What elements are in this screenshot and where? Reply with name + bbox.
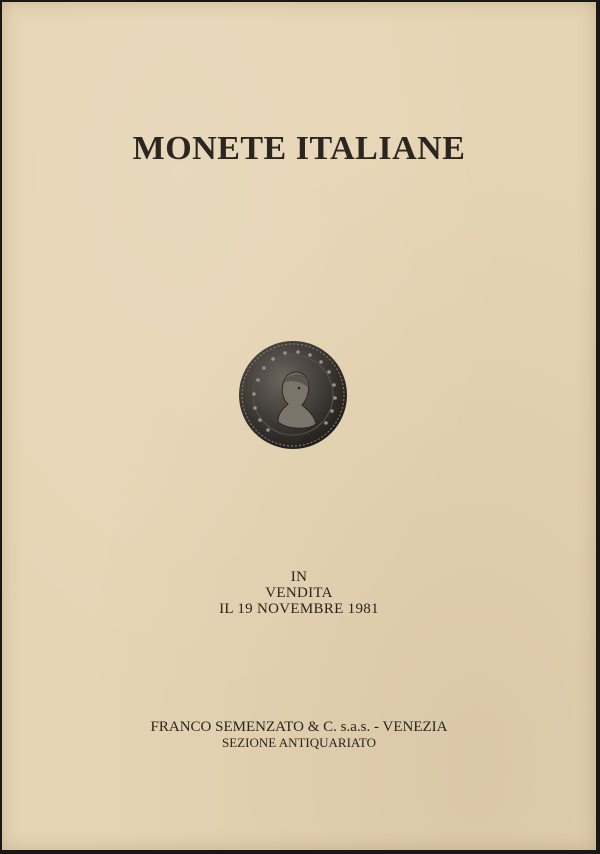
publisher-name: FRANCO SEMENZATO & C. s.a.s. - VENEZIA: [150, 719, 448, 735]
cover-title: MONETE ITALIANE: [132, 130, 466, 167]
sale-info: [2, 569, 596, 617]
sale-date: IL 19 NOVEMBRE 1981: [219, 601, 379, 617]
sale-line-vendita: VENDITA: [265, 585, 333, 601]
publisher-section: SEZIONE ANTIQUARIATO: [222, 735, 376, 750]
publisher-block: [2, 719, 596, 751]
coin-portrait-icon: [238, 340, 348, 450]
sale-line-in: IN: [290, 569, 308, 585]
catalog-cover: [2, 2, 596, 850]
